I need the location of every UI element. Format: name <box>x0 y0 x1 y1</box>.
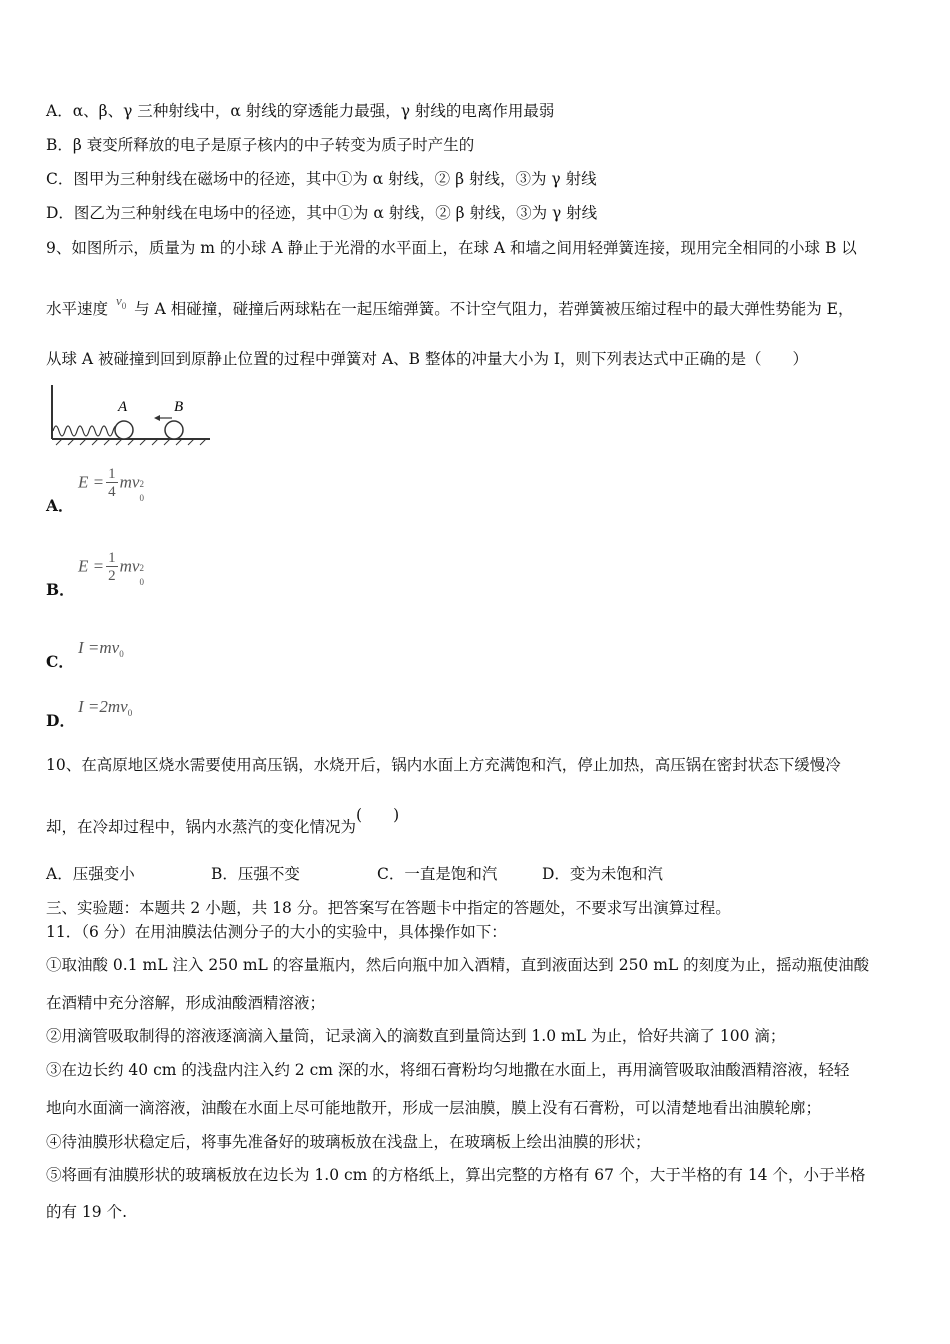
formula-expr: I =mv <box>78 638 120 657</box>
q8-option-b: B．β 衰变所释放的电子是原子核内的中子转变为质子时产生的 <box>46 136 475 154</box>
step-2: ②用滴管吸取制得的溶液逐滴滴入量筒，记录滴入的滴数直到量筒达到 1.0 mL 为止，恰好共滴了 100 滴； <box>46 1027 786 1045</box>
q10-option-d: D．变为未饱和汽 <box>542 865 663 883</box>
q9-option-b-formula: E = $\frac{1}{2}$ mv 2 0 <box>78 550 144 588</box>
v0-v: v <box>115 293 122 308</box>
q9-option-c-formula <box>78 638 124 659</box>
formula-rhs: mv <box>119 472 140 492</box>
q11-stem: 11．（6 分）在用油膜法估测分子的大小的实验中，具体操作如下： <box>46 923 507 941</box>
q10-paren: ( ) <box>356 806 400 824</box>
step-5-line2: 的有 19 个. <box>46 1203 128 1221</box>
spring <box>53 426 125 436</box>
q10-option-c: C．一直是饱和汽 <box>377 865 498 883</box>
step-1-line2: 在酒精中充分溶解，形成油酸酒精溶液； <box>46 994 326 1012</box>
fraction <box>106 550 118 585</box>
q9-stem-line2 <box>46 293 854 326</box>
formula-sub: 0 <box>139 577 144 588</box>
q10-stem-line2 <box>46 806 400 838</box>
label-a: A <box>118 399 128 415</box>
step-3-line1: ③在边长约 40 cm 的浅盘内注入约 2 cm 深的水，将细石膏粉均匀地撒在水面上，再用滴管吸取油酸酒精溶液，轻轻 <box>46 1061 850 1079</box>
fraction <box>106 466 118 501</box>
v0-symbol <box>115 293 127 311</box>
formula-sub: 0 <box>127 708 133 718</box>
step-5-line1: ⑤将画有油膜形状的玻璃板放在边长为 1.0 cm 的方格纸上，算出完整的方格有 67 个，大于半格的有 14 个，小于半格 <box>46 1166 866 1184</box>
formula-lhs: E <box>78 472 89 492</box>
fraction-den: 4 <box>108 484 116 500</box>
q9-line2-rest: 与 A 相碰撞，碰撞后两球粘在一起压缩弹簧。不计空气阻力，若弹簧被压缩过程中的最大弹性势能为 E， <box>134 300 854 318</box>
v0-sub: 0 <box>121 301 127 311</box>
formula-sub: 0 <box>119 649 124 659</box>
step-4: ④待油膜形状稳定后，将事先准备好的玻璃板放在浅盘上，在玻璃板上绘出油膜的形状； <box>46 1133 651 1151</box>
q9-option-d-label: D． <box>46 711 75 730</box>
fraction-num: 1 <box>108 466 116 482</box>
ball-a <box>115 421 133 439</box>
section-3-heading: 三、实验题：本题共 2 小题，共 18 分。把答案写在答题卡中指定的答题处，不要求写出演算过程。 <box>46 899 731 917</box>
fraction-den: 2 <box>108 568 116 584</box>
q10-stem-line1: 10、在高原地区烧水需要使用高压锅，水烧开后，锅内水面上方充满饱和汽，停止加热，高压锅在密封状态下缓慢冷 <box>46 756 841 774</box>
q9-option-b-label: B． <box>46 580 75 599</box>
q10-option-a: A．压强变小 <box>46 865 135 883</box>
formula-sub: 0 <box>139 493 144 504</box>
q9-option-d-formula <box>78 697 132 718</box>
q9-option-a-formula: E = $\frac{1}{4}$ mv 2 0 <box>78 466 144 504</box>
label-b: B <box>174 399 184 415</box>
q8-option-d: D．图乙为三种射线在电场中的径迹，其中①为 α 射线，② β 射线，③为 γ 射线 <box>46 204 598 222</box>
formula-expr: I =2mv <box>78 697 128 716</box>
spring-ball-diagram <box>48 383 214 447</box>
formula-sup: 2 <box>139 479 144 490</box>
formula-rhs: mv <box>119 556 140 576</box>
step-1-line1: ①取油酸 0.1 mL 注入 250 mL 的容量瓶内，然后向瓶中加入酒精，直到液面达到 250 mL 的刻度为止，摇动瓶使油酸 <box>46 956 870 974</box>
spring-ball-figure <box>48 383 214 451</box>
q9-option-c-label: C． <box>46 652 74 671</box>
step-3-line2: 地向水面滴一滴溶液，油酸在水面上尽可能地散开，形成一层油膜，膜上没有石膏粉，可以清楚地看出油膜轮廓； <box>46 1099 822 1117</box>
q9-line2-start: 水平速度 <box>46 300 109 318</box>
q10-option-b: B．压强不变 <box>211 865 300 883</box>
ball-b <box>165 421 183 439</box>
arrow-head <box>154 415 160 421</box>
formula-lhs: E <box>78 556 89 576</box>
formula-sup: 2 <box>139 563 144 574</box>
fraction-num: 1 <box>108 550 116 566</box>
q8-option-c: C．图甲为三种射线在磁场中的径迹，其中①为 α 射线，② β 射线，③为 γ 射线 <box>46 170 597 188</box>
q10-line2-text: 却，在冷却过程中，锅内水蒸汽的变化情况为 <box>46 818 357 836</box>
q8-option-a: A．α、β、γ 三种射线中，α 射线的穿透能力最强，γ 射线的电离作用最弱 <box>46 102 555 120</box>
q9-option-a-label: A． <box>46 496 74 515</box>
q9-stem-line1: 9、如图所示，质量为 m 的小球 A 静止于光滑的水平面上，在球 A 和墙之间用轻弹簧连接，现用完全相同的小球 B 以 <box>46 239 857 257</box>
q9-stem-line3: 从球 A 被碰撞到回到原静止位置的过程中弹簧对 A、B 整体的冲量大小为 I，则下列表达式中正确的是（ ） <box>46 350 809 368</box>
